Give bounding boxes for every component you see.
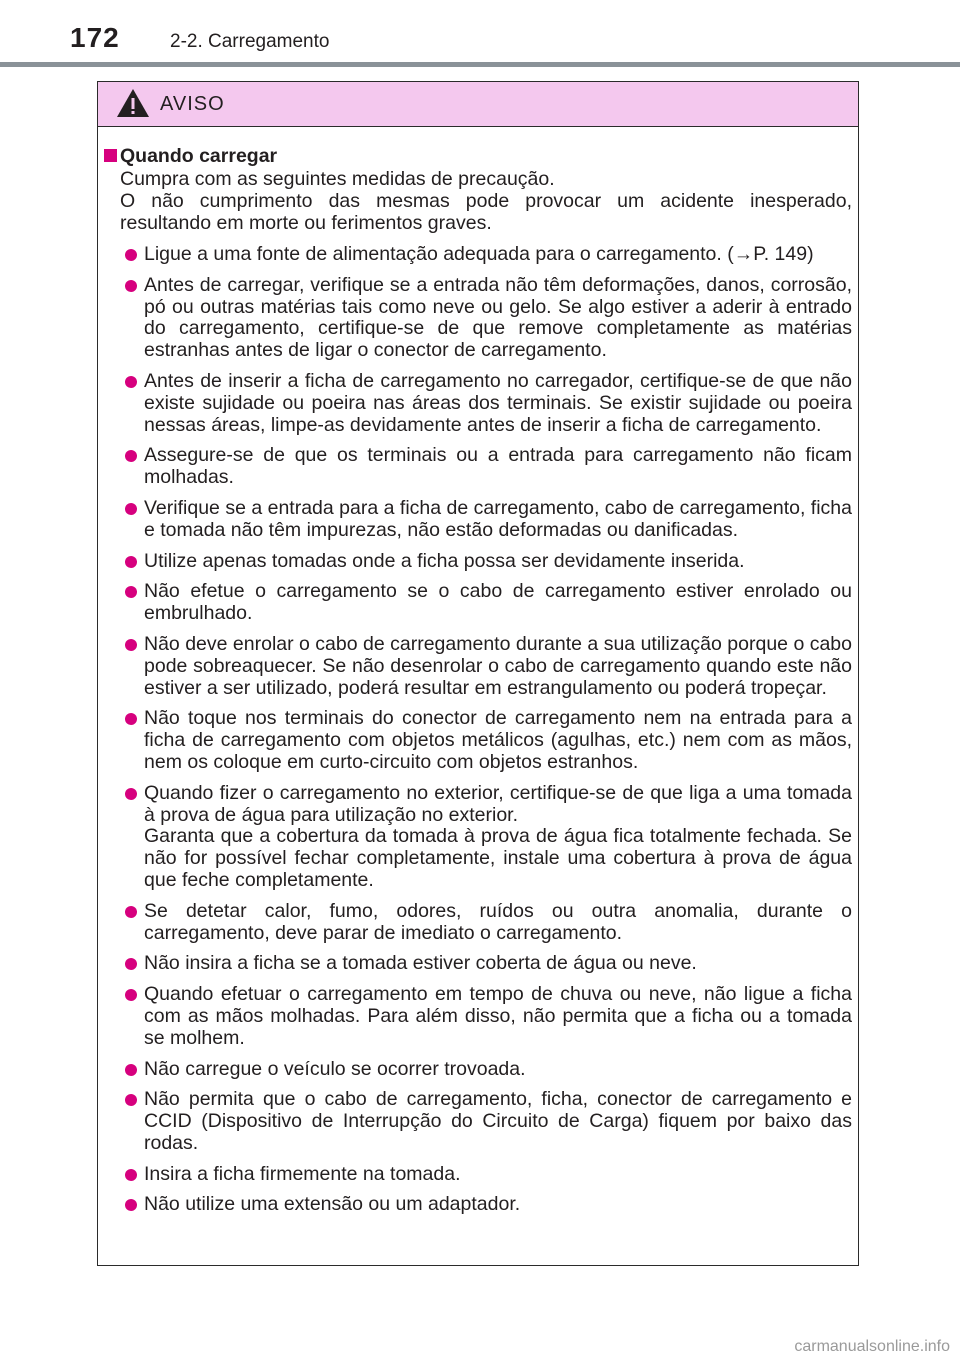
list-item-text: Não permita que o cabo de carregamento, ficha, conector de carregamento e CCID (Dispositivo de Interrupção do Circuito de Carga) fiquem por baixo das rodas. (144, 1088, 852, 1154)
list-item (120, 1059, 852, 1081)
header-rule (0, 62, 960, 67)
list-item (120, 498, 852, 542)
circle-bullet-icon (125, 503, 137, 515)
list-item-text: Antes de inserir a ficha de carregamento no carregador, certifique-se de que não existe sujidade ou poeira nas áreas dos terminais. Se existir sujidade ou poeira nessas áreas, limpe-as devidamente antes de inserir a ficha de carregamento. (144, 369, 852, 436)
circle-bullet-icon (125, 713, 137, 725)
warning-body (98, 127, 858, 1216)
list-item-text: Não carregue o veículo se ocorrer trovoada. (144, 1057, 526, 1080)
circle-bullet-icon (125, 989, 137, 1001)
list-item-text: Insira a ficha firmemente na tomada. (144, 1162, 461, 1185)
list-item-text: Não utilize uma extensão ou um adaptador. (144, 1193, 521, 1216)
list-item (120, 1194, 852, 1216)
circle-bullet-icon (125, 958, 137, 970)
list-item (120, 783, 852, 892)
circle-bullet-icon (125, 788, 137, 800)
circle-bullet-icon (125, 639, 137, 651)
circle-bullet-icon (125, 1094, 137, 1106)
section-title: 2-2. Carregamento (170, 31, 330, 52)
circle-bullet-icon (125, 1064, 137, 1076)
circle-bullet-icon (125, 586, 137, 598)
list-item (120, 1164, 852, 1186)
warning-triangle-icon (116, 88, 150, 118)
list-item (120, 371, 852, 436)
circle-bullet-icon (125, 376, 137, 388)
list-item (120, 901, 852, 945)
warning-items-list (120, 244, 852, 1216)
warning-header (98, 82, 858, 127)
page-number: 172 (70, 22, 120, 53)
list-item-text: Não toque nos terminais do conector de carregamento nem na entrada para a ficha de carregamento com objetos metálicos (agulhas, etc.) nem com as mãos, nem os coloque em curto-circuito com objetos estranhos. (144, 707, 852, 773)
list-item-text: Antes de carregar, verifique se a entrada não têm deformações, danos, corrosão, pó ou outras matérias tais como neve ou gelo. Se algo estiver a aderir à entrado do carregamento, certifique-se de que remove completamente as matérias estranhas antes de ligar o conector de carregamento. (144, 273, 852, 362)
warning-title: AVISO (160, 93, 225, 115)
intro-line: Cumpra com as seguintes medidas de precaução. (120, 168, 555, 190)
list-item (120, 984, 852, 1049)
circle-bullet-icon (125, 556, 137, 568)
list-item-text: Não efetue o carregamento se o cabo de carregamento estiver enrolado ou embrulhado. (144, 580, 852, 625)
list-item-text: Quando fizer o carregamento no exterior, certifique-se de que liga a uma tomada à prova de água para utilização no exterior. Garanta que a cobertura da tomada à prova de água fica totalmente fechada. Se não for possível fechar completamente, instale uma cobertura à prova de água que feche completamente. (144, 781, 852, 891)
list-item (120, 708, 852, 773)
circle-bullet-icon (125, 1199, 137, 1211)
list-item (120, 581, 852, 625)
subsection-heading-text: Quando carregar (120, 145, 278, 167)
list-item-text: Não insira a ficha se a tomada estiver coberta de água ou neve. (144, 952, 697, 975)
list-item-text: Quando efetuar o carregamento em tempo de chuva ou neve, não ligue a ficha com as mãos molhadas. Para além disso, não permita que a ficha ou a tomada se molhem. (144, 983, 852, 1049)
list-item (120, 275, 852, 362)
circle-bullet-icon (125, 280, 137, 292)
list-item-text: Verifique se a entrada para a ficha de carregamento, cabo de carregamento, ficha e tomada não têm impurezas, não estão deformadas ou danificadas. (144, 496, 852, 541)
list-item (120, 634, 852, 699)
list-item (120, 1089, 852, 1154)
circle-bullet-icon (125, 1169, 137, 1181)
list-item-text: Assegure-se de que os terminais ou a entrada para carregamento não ficam molhadas. (144, 444, 852, 489)
circle-bullet-icon (125, 450, 137, 462)
list-item-text: Utilize apenas tomadas onde a ficha possa ser devidamente inserida. (144, 549, 745, 572)
list-item-text: Ligue a uma fonte de alimentação adequada para o carregamento. (→P. 149) (144, 243, 814, 265)
page-header (0, 0, 960, 70)
list-item (120, 551, 852, 573)
circle-bullet-icon (125, 906, 137, 918)
intro-line: O não cumprimento das mesmas pode provocar um acidente inesperado, resultando em morte ou ferimentos graves. (120, 190, 852, 234)
circle-bullet-icon (125, 249, 137, 261)
list-item (120, 244, 852, 266)
warning-box (97, 81, 859, 1266)
subsection-quando-carregar (104, 145, 852, 1216)
subsection-heading (120, 145, 852, 168)
list-item-text: Não deve enrolar o cabo de carregamento durante a sua utilização porque o cabo pode sobreaquecer. Se não desenrolar o cabo de carregamento quando este não estiver a ser utilizado, poderá resultar em estrangulamento ou poderá tropeçar. (144, 632, 852, 699)
square-bullet-icon (104, 149, 117, 162)
list-item (120, 953, 852, 975)
watermark: carmanualsonline.info (794, 1338, 950, 1355)
list-item-text: Se detetar calor, fumo, odores, ruídos ou outra anomalia, durante o carregamento, deve parar de imediato o carregamento. (144, 899, 852, 944)
list-item (120, 445, 852, 489)
